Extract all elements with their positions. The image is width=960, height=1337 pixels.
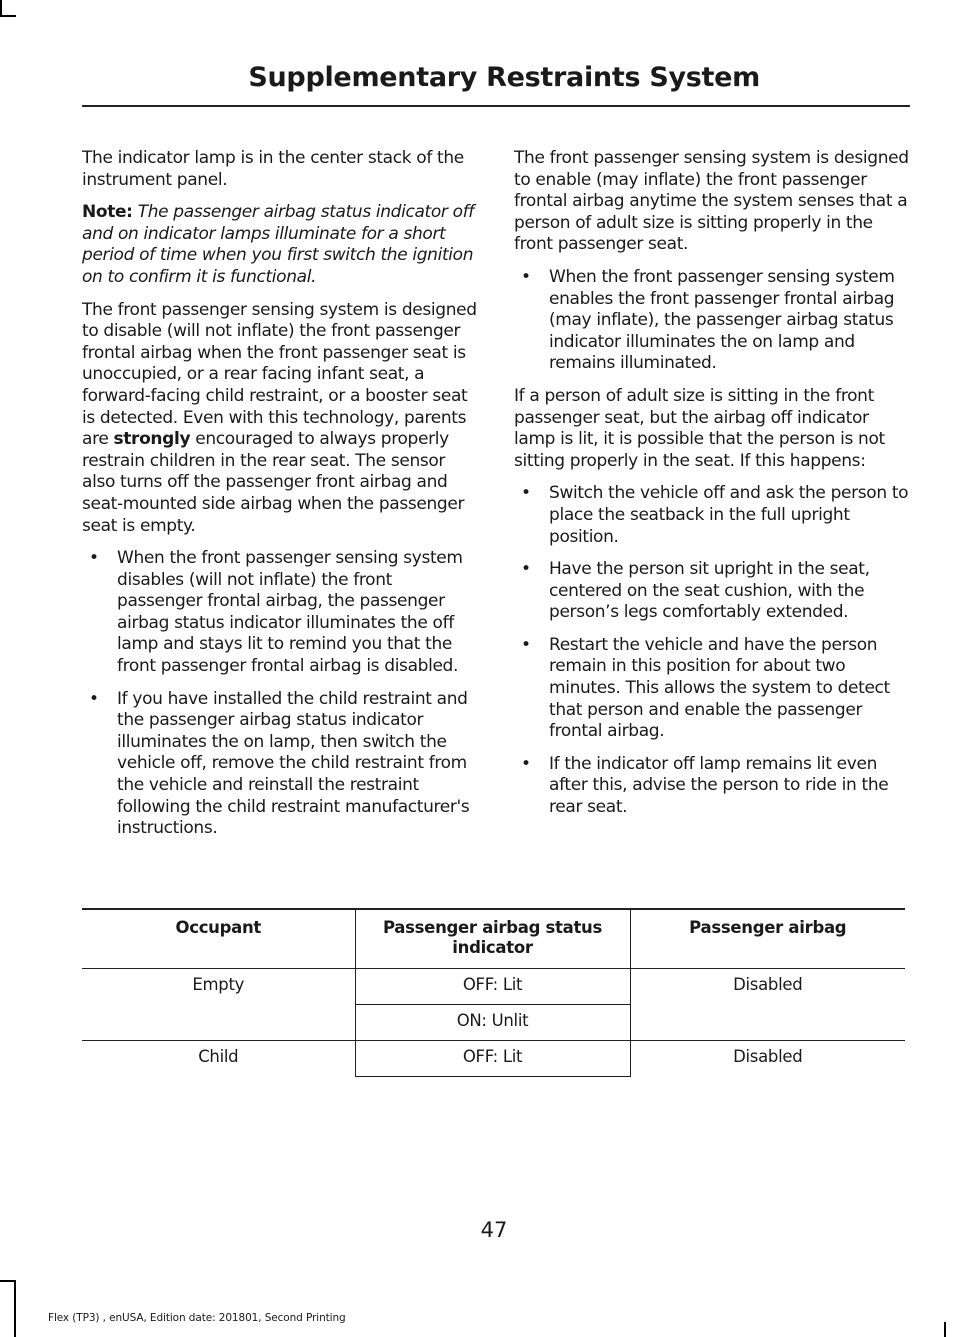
note-label: Note:	[82, 202, 133, 223]
table-row	[82, 1041, 905, 1077]
paragraph-text-start: The front passenger sensing system is designed to disable (will not inflate) the front passenger frontal airbag when the front passenger seat is unoccupied, or a rear facing infant seat, a forward-facing child restraint, or a booster seat is detected. Even with this technology, parents are	[82, 299, 477, 450]
table-cell-indicator: ON: Unlit	[355, 1005, 630, 1041]
list-item	[514, 635, 910, 743]
right-column	[514, 148, 910, 830]
bullet-icon: •	[89, 688, 99, 709]
list-item-text: Switch the vehicle off and ask the person to place the seatback in the full upright position.	[549, 483, 909, 547]
bullet-icon: •	[89, 548, 99, 569]
airbag-status-table	[82, 908, 905, 1077]
crop-mark-top-left	[0, 0, 2, 16]
table-header-airbag: Passenger airbag	[630, 909, 905, 969]
table-cell-indicator: OFF: Lit	[355, 969, 630, 1005]
list-item	[514, 754, 910, 819]
bullet-icon: •	[521, 559, 531, 580]
note-text: The passenger airbag status indicator off and on indicator lamps illuminate for a short period of time when you first switch the ignition on to confirm it is functional.	[82, 202, 474, 287]
table-cell-airbag: Disabled	[630, 969, 905, 1041]
crop-mark-bottom-left-v	[14, 1281, 16, 1337]
paragraph-adult-lamp-lit: If a person of adult size is sitting in the front passenger seat, but the airbag off indicator lamp is lit, it is possible that the person is not sitting properly in the seat. If this happens:	[514, 385, 885, 471]
list-item	[514, 483, 910, 548]
table-header-row	[82, 909, 905, 969]
list-item-text: When the front passenger sensing system disables (will not inflate) the front passenger frontal airbag, the passenger airbag status indicator illuminates the off lamp and stays lit to remind you that the front passenger frontal airbag is disabled.	[117, 548, 463, 677]
strong-emphasis: strongly	[113, 429, 191, 450]
table-cell-indicator: OFF: Lit	[355, 1041, 630, 1077]
paragraph-sensing-disable	[82, 300, 477, 538]
crop-mark-bottom-right	[944, 1322, 946, 1337]
table-cell-occupant: Child	[198, 1047, 239, 1066]
bullet-icon: •	[521, 634, 531, 655]
table-header-occupant: Occupant	[82, 909, 355, 969]
list-item	[514, 559, 910, 624]
crop-mark-top-left-h	[0, 15, 16, 17]
paragraph-text-end: encouraged to always properly restrain children in the rear seat. The sensor also turns off the passenger front airbag and seat-mounted side airbag when the passenger seat is empty.	[82, 429, 465, 536]
bullet-icon: •	[521, 266, 531, 287]
list-item-text: If the indicator off lamp remains lit even after this, advise the person to ride in the rear seat.	[549, 753, 889, 818]
table-row	[82, 969, 905, 1005]
page-number: 47	[480, 1218, 508, 1242]
list-item	[82, 689, 477, 840]
bullet-icon: •	[521, 483, 531, 504]
paragraph-indicator-location: The indicator lamp is in the center stack of the instrument panel.	[82, 148, 464, 190]
list-item-text: When the front passenger sensing system enables the front passenger frontal airbag (may inflate), the passenger airbag status indicator illuminates the on lamp and remains illuminated.	[549, 266, 895, 374]
paragraph-sensing-enable: The front passenger sensing system is designed to enable (may inflate) the front passenger frontal airbag anytime the system senses that a person of adult size is sitting properly in the front passenger seat.	[514, 148, 909, 255]
list-item-text: Restart the vehicle and have the person remain in this position for about two minutes. This allows the system to detect that person and enable the passenger frontal airbag.	[549, 634, 890, 742]
list-item-text: If you have installed the child restraint and the passenger airbag status indicator illuminates the on lamp, then switch the vehicle off, remove the child restraint from the vehicle and reinstall the restraint following the child restraint manufacturer's instructions.	[117, 688, 470, 839]
list-item-text: Have the person sit upright in the seat, centered on the seat cushion, with the person’s legs comfortably extended.	[549, 559, 870, 623]
left-column	[82, 148, 477, 851]
footer-edition-info: Flex (TP3) , enUSA, Edition date: 201801, Second Printing	[48, 1312, 346, 1324]
note-paragraph	[82, 202, 477, 288]
table-cell-occupant: Empty	[82, 969, 355, 1041]
list-item	[82, 548, 477, 678]
table-cell-airbag: Disabled	[630, 1041, 905, 1077]
table-header-indicator: Passenger airbag status indicator	[355, 909, 630, 969]
list-item	[514, 267, 910, 375]
header-rule	[82, 105, 910, 107]
page-title: Supplementary Restraints System	[248, 62, 760, 93]
bullet-icon: •	[521, 753, 531, 774]
